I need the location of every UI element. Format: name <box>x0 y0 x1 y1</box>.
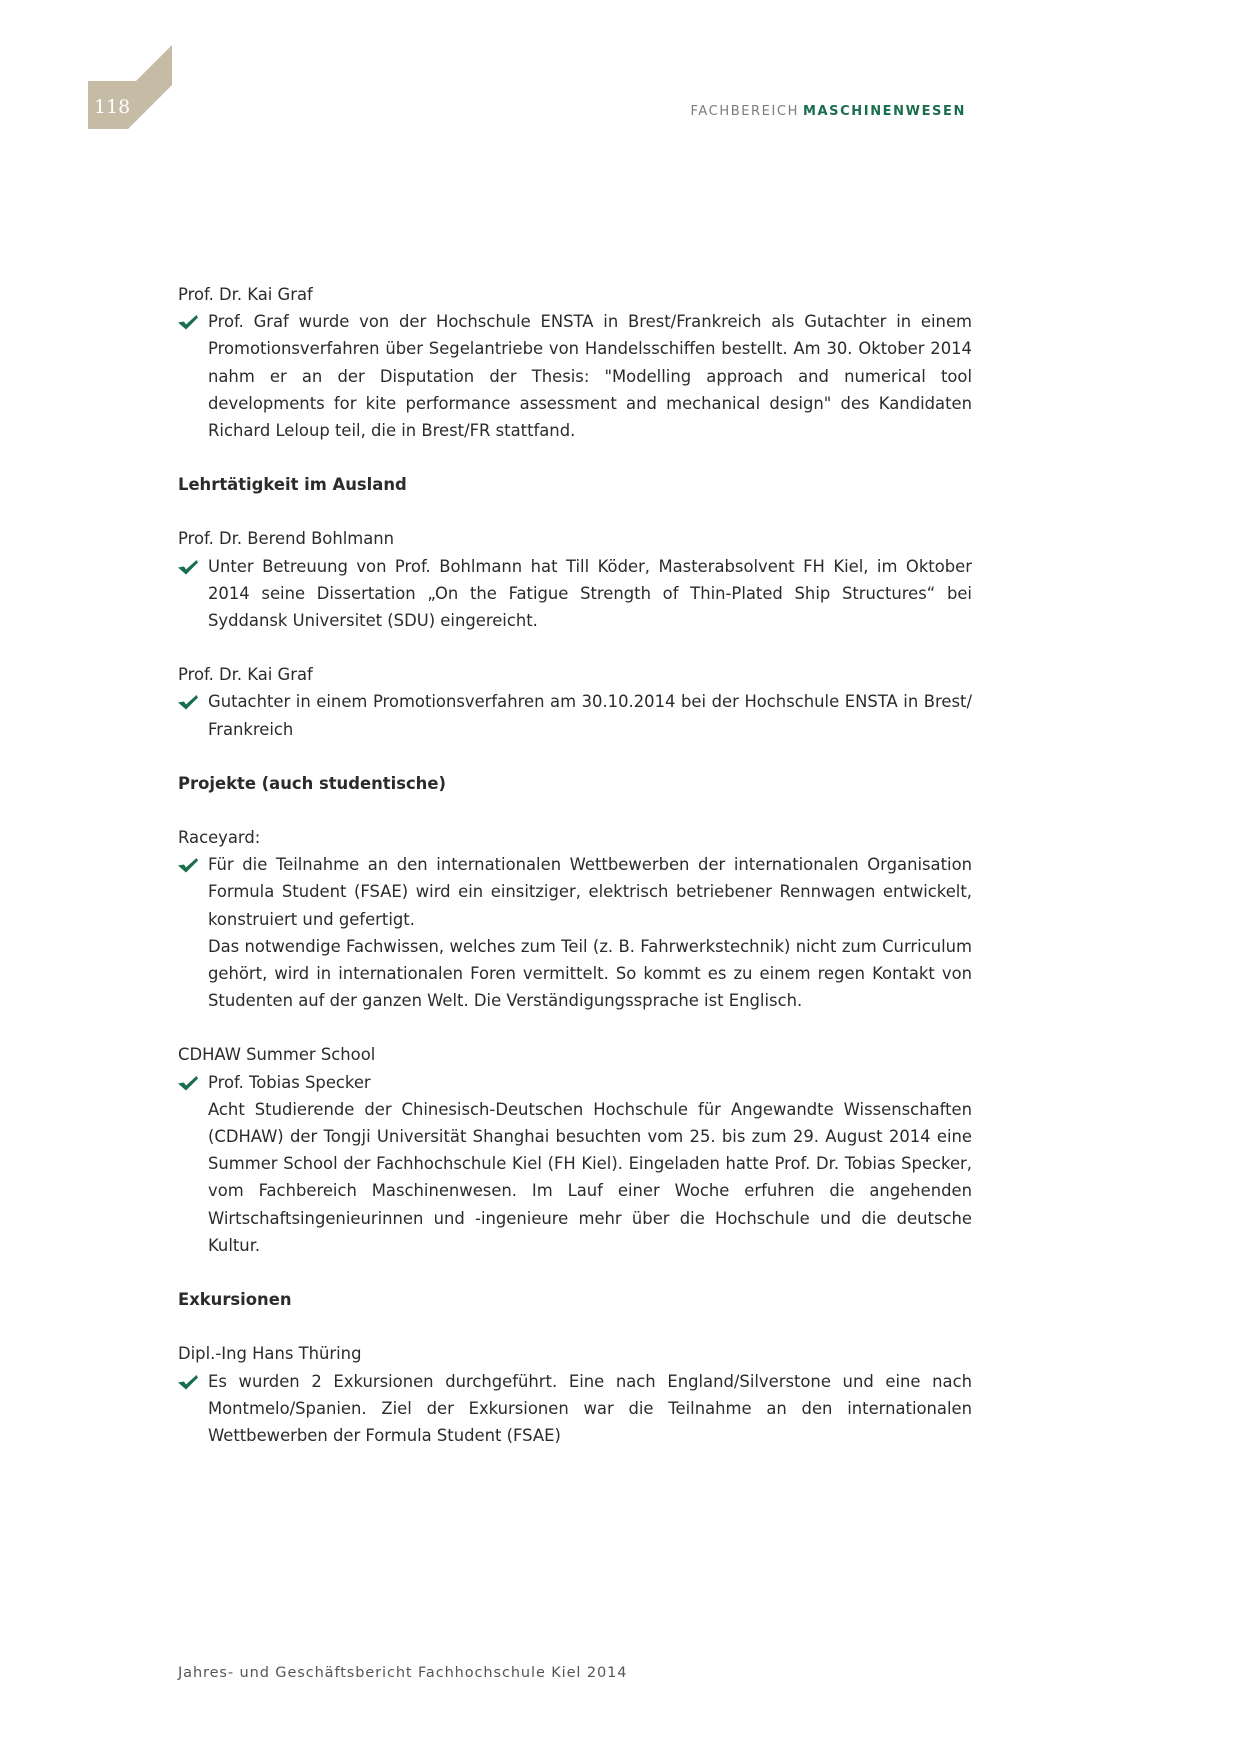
department-prefix: FACHBEREICH <box>690 104 799 119</box>
list-item <box>178 553 972 635</box>
item-text: Es wurden 2 Exkursionen durchgeführt. Eine nach England/Silverstone und eine nach Montmelo/Spanien. Ziel der Exkursionen war die Teilnahme an den internationalen Wettbewerben der Formula Student (FSAE) <box>208 1371 972 1445</box>
entry-graf-gutachten <box>178 281 972 444</box>
section-heading-projekte: Projekte (auch studentische) <box>178 773 446 793</box>
item-text: Gutachter in einem Promotionsverfahren am 30.10.2014 bei der Hochschule ENSTA in Brest/ Frankreich <box>208 692 972 739</box>
person-name: Prof. Dr. Kai Graf <box>178 665 313 685</box>
list-item <box>178 1069 972 1259</box>
page-footer: Jahres- und Geschäftsbericht Fachhochschule Kiel 2014 <box>178 1665 628 1681</box>
check-icon <box>178 560 198 575</box>
list-item <box>178 308 972 444</box>
person-name: Dipl.-Ing Hans Thüring <box>178 1344 362 1364</box>
person-name: Prof. Dr. Berend Bohlmann <box>178 529 395 549</box>
item-text: Das notwendige Fachwissen, welches zum Teil (z. B. Fahrwerkstechnik) nicht zum Curriculum gehört, wird in internationalen Foren vermittelt. So kommt es zu einem regen Kontakt von Studenten auf der ganzen Welt. Die Verständigungssprache ist Englisch. <box>208 936 972 1011</box>
entry-exkursionen <box>178 1340 972 1449</box>
department-header <box>691 104 966 119</box>
item-text: Prof. Graf wurde von der Hochschule ENSTA in Brest/Frankreich als Gutachter in einem Promotionsverfahren über Segelantriebe von Handelsschiffen bestellt. Am 30. Oktober 2014 nahm er an der Disputation der Thesis: "Modelling approach and numerical tool developments for kite performance assessment and mechanical design" des Kandidaten Richard Leloup teil, die in Brest/FR stattfand. <box>208 312 972 441</box>
entry-summer-school <box>178 1041 972 1259</box>
item-text: Für die Teilnahme an den internationalen Wettbewerben der internationalen Organisation Formula Student (FSAE) wird ein einsitziger, elektrisch betriebener Rennwagen entwickelt, konstruiert und gefertigt. <box>208 855 972 929</box>
check-icon <box>178 315 198 330</box>
page-number: 118 <box>94 96 131 118</box>
check-icon <box>178 695 198 710</box>
item-person: Prof. Tobias Specker <box>208 1072 371 1092</box>
check-icon <box>178 1375 198 1390</box>
main-content <box>178 281 972 1476</box>
check-icon <box>178 1076 198 1091</box>
item-text: Acht Studierende der Chinesisch-Deutschen Hochschule für Angewandte Wissenschaften (CDHAW) der Tongji Universität Shanghai besuchten vom 25. bis zum 29. August 2014 eine Summer School der Fachhochschule Kiel (FH Kiel). Eingeladen hatte Prof. Dr. Tobias Specker, vom Fachbereich Maschinenwesen. Im Lauf einer Woche erfuhren die angehenden Wirtschaftsingenieurinnen und -ingenieure mehr über die Hochschule und die deutsche Kultur. <box>208 1099 972 1255</box>
list-item <box>178 851 972 1014</box>
person-name: Prof. Dr. Kai Graf <box>178 285 313 304</box>
entry-bohlmann <box>178 525 972 634</box>
list-item <box>178 688 972 742</box>
check-icon <box>178 858 198 873</box>
section-heading-lehrtaetigkeit: Lehrtätigkeit im Ausland <box>178 475 407 495</box>
entry-graf-lehre <box>178 661 972 743</box>
project-title: CDHAW Summer School <box>178 1045 376 1065</box>
section-heading-exkursionen: Exkursionen <box>178 1290 292 1310</box>
item-text: Unter Betreuung von Prof. Bohlmann hat Till Köder, Masterabsolvent FH Kiel, im Oktober 2014 seine Dissertation „On the Fatigue Strength of Thin-Plated Ship Structures“ bei Syddansk Universitet (SDU) eingereicht. <box>208 556 972 631</box>
entry-raceyard <box>178 824 972 1014</box>
department-name: MASCHINENWESEN <box>802 104 966 119</box>
project-title: Raceyard: <box>178 828 261 848</box>
list-item <box>178 1368 972 1450</box>
